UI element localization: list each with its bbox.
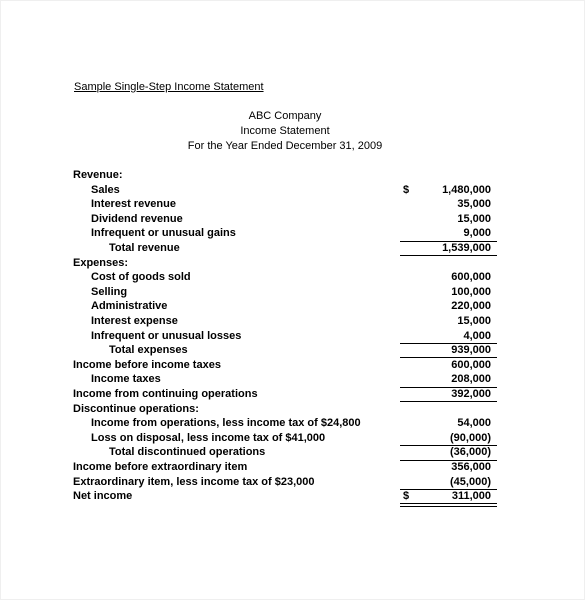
row-label: Income taxes	[91, 373, 161, 386]
row-label: Income before income taxes	[73, 358, 221, 371]
row-label: Interest expense	[91, 315, 178, 327]
row-amount: 356,000	[451, 461, 491, 473]
row-amount: 939,000	[451, 344, 491, 357]
row-amount: (90,000)	[450, 431, 491, 444]
row-label: Total revenue	[109, 242, 180, 254]
row-label: Cost of goods sold	[91, 271, 191, 284]
table-row	[1, 226, 584, 241]
row-amount: 4,000	[463, 329, 491, 342]
row-label: Income from operations, less income tax of $24,800	[91, 417, 361, 430]
row-amount: 100,000	[451, 285, 491, 298]
row-amount: 35,000	[457, 198, 491, 211]
table-row	[1, 241, 584, 256]
table-row	[1, 431, 584, 446]
table-row	[1, 416, 584, 431]
document-page	[1, 1, 584, 599]
row-amount: 9,000	[463, 227, 491, 240]
table-row	[1, 372, 584, 387]
double-underline	[400, 503, 497, 507]
row-label: Administrative	[91, 300, 168, 313]
row-label: Discontinue operations:	[73, 402, 199, 415]
row-label: Interest revenue	[91, 198, 176, 211]
statement-period: For the Year Ended December 31, 2009	[187, 140, 383, 152]
row-amount: (36,000)	[450, 446, 491, 459]
row-label: Dividend revenue	[91, 212, 183, 225]
company-name: ABC Company	[248, 110, 322, 122]
row-amount: 311,000	[451, 490, 491, 503]
row-currency-symbol: $	[403, 183, 410, 196]
row-amount: 1,539,000	[442, 242, 491, 254]
table-row	[1, 285, 584, 300]
table-row	[1, 314, 584, 329]
row-label: Sales	[91, 183, 120, 196]
table-row	[1, 460, 584, 475]
row-label: Net income	[73, 490, 133, 503]
table-row	[1, 299, 584, 314]
table-row	[1, 343, 584, 358]
row-amount: 1,480,000	[442, 183, 491, 196]
row-amount: 600,000	[451, 271, 491, 284]
table-row	[1, 183, 584, 198]
row-label: Infrequent or unusual gains	[91, 227, 236, 240]
row-amount: 392,000	[451, 388, 491, 400]
table-row	[1, 168, 584, 183]
row-amount: 208,000	[451, 373, 491, 386]
table-row	[1, 445, 584, 460]
row-amount: 54,000	[457, 417, 491, 430]
table-row	[1, 387, 584, 402]
row-label: Income before extraordinary item	[73, 461, 248, 473]
row-label: Revenue:	[73, 169, 123, 181]
row-label: Total expenses	[109, 344, 188, 357]
row-amount: 15,000	[457, 212, 491, 225]
table-row	[1, 212, 584, 227]
table-row	[1, 256, 584, 271]
row-label: Total discontinued operations	[109, 446, 266, 459]
row-label: Extraordinary item, less income tax of $23,000	[73, 475, 315, 488]
row-label: Infrequent or unusual losses	[91, 329, 242, 342]
row-currency-symbol: $	[403, 490, 410, 503]
row-amount: 600,000	[451, 358, 491, 371]
table-row	[1, 402, 584, 417]
table-row	[1, 358, 584, 373]
table-row	[1, 489, 584, 504]
statement-title: Income Statement	[240, 125, 330, 137]
table-row	[1, 329, 584, 344]
row-amount: (45,000)	[450, 475, 491, 488]
row-amount: 220,000	[451, 300, 491, 313]
document-heading: Sample Single-Step Income Statement	[74, 81, 264, 93]
row-amount: 15,000	[457, 315, 491, 327]
row-label: Expenses:	[73, 256, 129, 269]
row-label: Income from continuing operations	[73, 388, 258, 400]
row-label: Selling	[91, 285, 128, 298]
table-row	[1, 475, 584, 490]
table-row	[1, 270, 584, 285]
table-row	[1, 197, 584, 212]
row-label: Loss on disposal, less income tax of $41,000	[91, 431, 326, 444]
